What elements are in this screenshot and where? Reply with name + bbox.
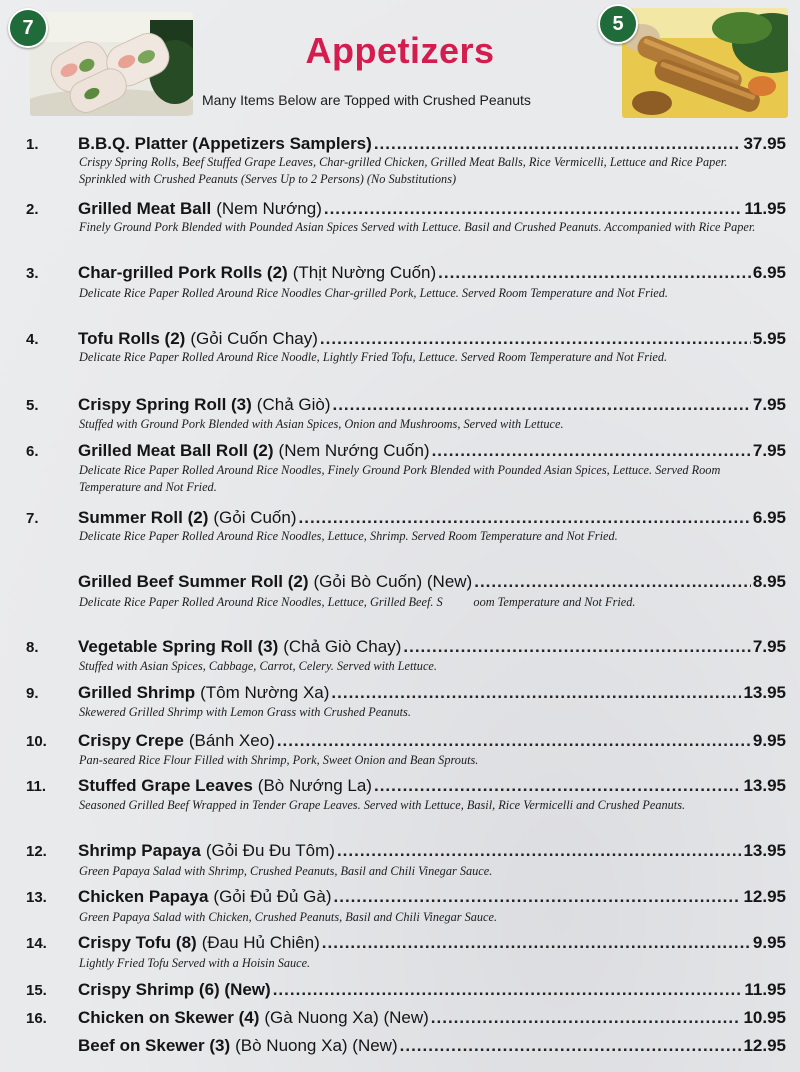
item-line [78,776,786,796]
item-description: Delicate Rice Paper Rolled Around Rice Noodles, Lettuce, Shrimp. Served Room Temperature and Not Fried. [79,529,618,543]
item-description: Delicate Rice Paper Rolled Around Rice Noodles, Finely Ground Pork Blended with Pounded Asian Spices, Lettuce. Served Room Temperature and Not Fried. [79,463,721,494]
item-line [78,263,786,283]
item-price: 7.95 [752,637,786,656]
section-subtitle: Many Items Below are Topped with Crushed Peanuts [202,92,531,108]
item-number: 11. [26,778,47,795]
item-description: Delicate Rice Paper Rolled Around Rice Noodle, Lightly Fried Tofu, Lettuce. Served Room Temperature and Not Fried. [79,350,668,364]
item-name: Char-grilled Pork Rolls (2) [78,263,288,282]
item-vietnamese-name: (Nem Nướng Cuốn) [278,441,430,460]
item-description: Lightly Fried Tofu Served with a Hoisin Sauce. [79,956,311,970]
dot-leader [332,395,750,415]
dot-leader [320,329,751,349]
dot-leader [374,134,742,154]
item-name: Grilled Beef Summer Roll (2) [78,572,309,591]
item-description: Stuffed with Asian Spices, Cabbage, Carrot, Celery. Served with Lettuce. [79,659,437,673]
item-line [78,329,786,349]
item-description: Pan-seared Rice Flour Filled with Shrimp, Pork, Sweet Onion and Bean Sprouts. [79,753,479,767]
item-name: B.B.Q. Platter (Appetizers Samplers) [78,134,372,153]
item-line [78,731,786,751]
item-price: 12.95 [743,887,786,906]
item-price: 13.95 [743,776,786,795]
item-vietnamese-name: (Gỏi Đủ Đủ Gà) [213,887,332,906]
section-title: Appetizers [305,30,495,71]
item-vietnamese-name: (Bò Nướng La) [257,776,372,795]
item-price: 5.95 [752,329,786,348]
item-line [78,933,786,953]
item-name: Chicken Papaya [78,887,209,906]
item-price: 8.95 [752,572,786,591]
item-name: Crispy Tofu (8) [78,933,197,952]
item-price: 10.95 [743,1008,786,1027]
item-vietnamese-name: (Tôm Nường Xa) [200,683,330,702]
item-price: 13.95 [743,683,786,702]
item-number: 12. [26,843,47,860]
badge-left-number: 7 [22,16,34,39]
item-number: 8. [26,639,39,656]
item-line [78,508,786,528]
dot-leader [273,980,743,1000]
dot-leader [438,263,751,283]
item-name: Vegetable Spring Roll (3) [78,637,279,656]
item-vietnamese-name: (Bò Nuong Xa) (New) [235,1036,398,1055]
item-name: Crispy Crepe [78,731,184,750]
item-line [78,572,786,592]
item-number: 3. [26,265,39,282]
item-vietnamese-name: (Chả Giò) [256,395,331,414]
dot-leader [474,572,751,592]
item-description: Green Papaya Salad with Shrimp, Crushed Peanuts, Basil and Chili Vinegar Sauce. [79,864,493,878]
item-vietnamese-name: (Gỏi Bò Cuốn) (New) [313,572,473,591]
item-price: 7.95 [752,395,786,414]
item-name: Crispy Spring Roll (3) [78,395,252,414]
badge-right-number: 5 [612,12,624,35]
dot-leader [374,776,741,796]
item-description: Stuffed with Ground Pork Blended with Asian Spices, Onion and Mushrooms, Served with Lettuce. [79,417,564,431]
item-vietnamese-name: (Nem Nướng) [216,199,322,218]
item-name: Summer Roll (2) [78,508,209,527]
item-number: 7. [26,510,39,527]
item-description: Delicate Rice Paper Rolled Around Rice Noodles Char-grilled Pork, Lettuce. Served Room Temperature and Not Fried. [79,286,668,300]
item-line [78,887,786,907]
item-description: Skewered Grilled Shrimp with Lemon Grass with Crushed Peanuts. [79,705,411,719]
item-number: 15. [26,982,47,999]
item-vietnamese-name: (Gà Nuong Xa) (New) [264,1008,429,1027]
item-name: Stuffed Grape Leaves [78,776,253,795]
item-number: 1. [26,136,39,153]
item-number: 2. [26,201,39,218]
dot-leader [299,508,751,528]
item-description: Green Papaya Salad with Chicken, Crushed Peanuts, Basil and Chili Vinegar Sauce. [79,910,498,924]
item-price: 6.95 [752,263,786,282]
item-line [78,199,786,219]
item-description: Crispy Spring Rolls, Beef Stuffed Grape Leaves, Char-grilled Chicken, Grilled Meat Balls, Rice Vermicelli, Lettuce and Rice Paper. Sprinkled with Crushed Peanuts (Serves Up to 2 Persons) (No Substitutions) [79,155,728,186]
item-description: Delicate Rice Paper Rolled Around Rice Noodles, Lettuce, Grilled Beef. S oom Temperature and Not Fried. [79,595,636,609]
item-price: 9.95 [752,731,786,750]
item-vietnamese-name: (Thịt Nường Cuốn) [292,263,437,282]
item-line [78,1036,786,1056]
dot-leader [431,1008,742,1028]
dot-leader [277,731,751,751]
item-line [78,1008,786,1028]
dot-leader [400,1036,742,1056]
item-price: 11.95 [744,980,786,999]
item-number: 13. [26,889,47,906]
dot-leader [334,887,742,907]
item-description: Finely Ground Pork Blended with Pounded Asian Spices Served with Lettuce. Basil and Crushed Peanuts. Accompanied with Rice Paper. [79,220,756,234]
item-price: 12.95 [743,1036,786,1055]
item-vietnamese-name: (Đau Hủ Chiên) [201,933,320,952]
item-number: 5. [26,397,39,414]
item-line [78,637,786,657]
item-number: 16. [26,1010,47,1027]
item-description: Seasoned Grilled Beef Wrapped in Tender Grape Leaves. Served with Lettuce, Basil, Rice Vermicelli and Crushed Peanuts. [79,798,686,812]
dot-leader [322,933,751,953]
dot-leader [331,683,741,703]
item-line [78,441,786,461]
item-name: Chicken on Skewer (4) [78,1008,260,1027]
dot-leader [432,441,751,461]
item-price: 7.95 [752,441,786,460]
item-vietnamese-name: (Gỏi Cuốn) [213,508,297,527]
item-vietnamese-name: (Bánh Xeo) [188,731,275,750]
item-vietnamese-name: (Gỏi Cuốn Chay) [190,329,318,348]
item-name: Shrimp Papaya [78,841,201,860]
item-number: 14. [26,935,47,952]
dot-leader [337,841,742,861]
item-price: 11.95 [744,199,786,218]
item-line [78,134,786,154]
item-price: 37.95 [743,134,786,153]
item-name: Beef on Skewer (3) [78,1036,231,1055]
item-name: Grilled Shrimp [78,683,196,702]
item-name: Crispy Shrimp (6) (New) [78,980,271,999]
item-number: 9. [26,685,39,702]
item-price: 6.95 [752,508,786,527]
item-vietnamese-name: (Gỏi Đu Đu Tôm) [205,841,335,860]
item-number: 6. [26,443,39,460]
item-line [78,395,786,415]
item-name: Grilled Meat Ball Roll (2) [78,441,274,460]
item-number: 4. [26,331,39,348]
item-vietnamese-name: (Chả Giò Chay) [283,637,402,656]
item-line [78,683,786,703]
item-name: Grilled Meat Ball [78,199,212,218]
item-line [78,980,786,1000]
item-line [78,841,786,861]
item-number: 10. [26,733,47,750]
item-price: 13.95 [743,841,786,860]
item-name: Tofu Rolls (2) [78,329,186,348]
dot-leader [324,199,743,219]
item-price: 9.95 [752,933,786,952]
dot-leader [403,637,751,657]
